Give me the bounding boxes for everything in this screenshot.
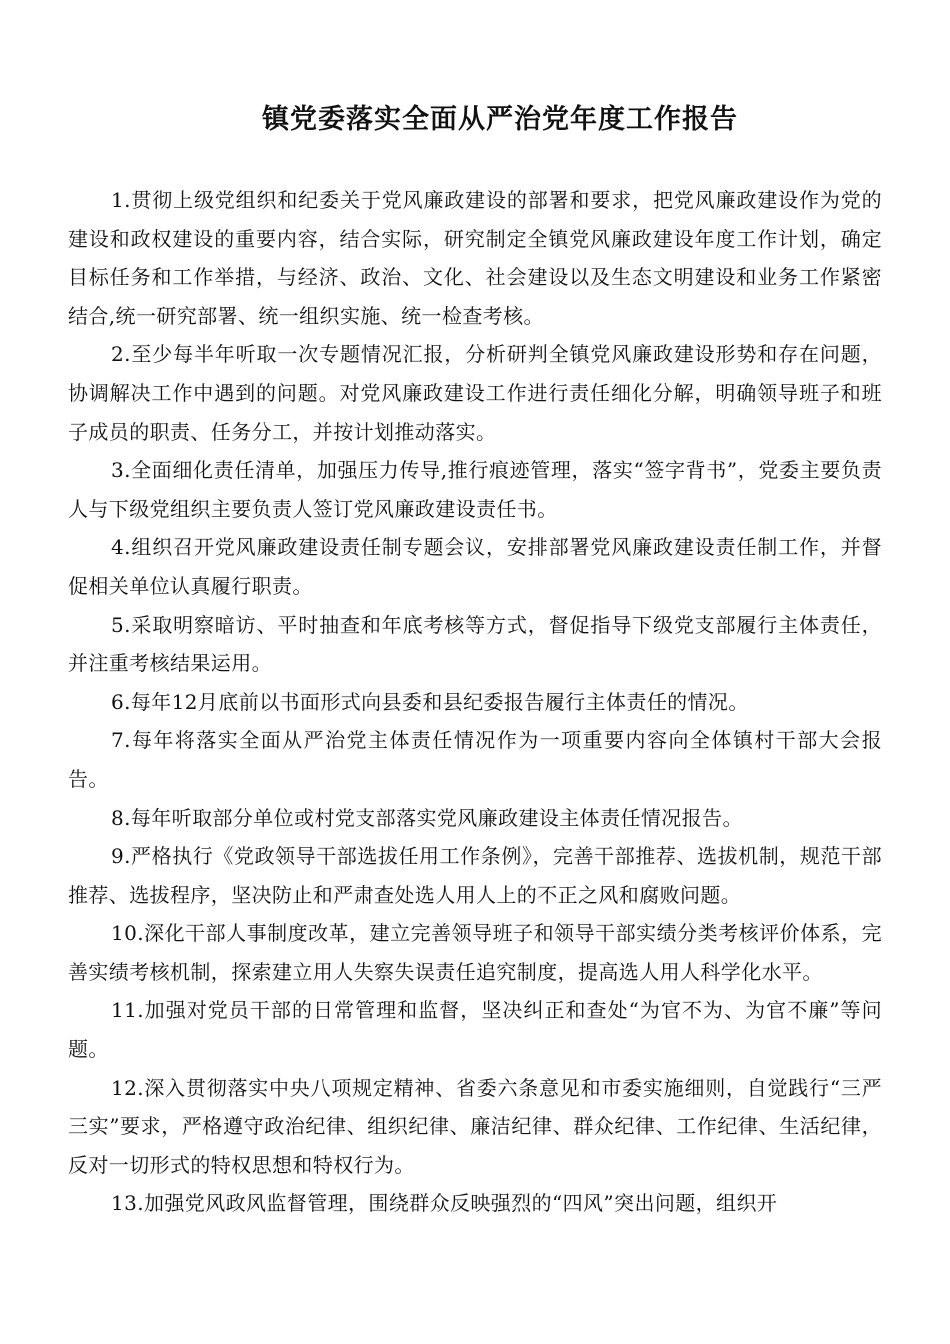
paragraph-5: 5.采取明察暗访、平时抽查和年底考核等方式，督促指导下级党支部履行主体责任，并注重考核结果运用。 [68, 612, 882, 676]
paragraph-2: 2.至少每半年听取一次专题情况汇报，分析研判全镇党风廉政建设形势和存在问题，协调解决工作中遇到的问题。对党风廉政建设工作进行责任细化分解，明确领导班子和班子成员的职责、任务分工，并按计划推动落实。 [68, 342, 882, 444]
document-title: 镇党委落实全面从严治党年度工作报告 [262, 104, 738, 135]
paragraph-10: 10.深化干部人事制度改革，建立完善领导班子和领导干部实绩分类考核评价体系，完善实绩考核机制，探索建立用人失察失误责任追究制度，提高选人用人科学化水平。 [68, 921, 882, 984]
paragraph-8: 8.每年听取部分单位或村党支部落实党风廉政建设主体责任情况报告。 [111, 805, 743, 830]
paragraph-9: 9.严格执行《党政领导干部选拔任用工作条例》，完善干部推荐、选拔机制，规范干部推荐、选拔程序，坚决防止和严肃查处选人用人上的不正之风和腐败问题。 [68, 844, 882, 907]
paragraph-4: 4.组织召开党风廉政建设责任制专题会议，安排部署党风廉政建设责任制工作，并督促相关单位认真履行职责。 [68, 535, 882, 598]
paragraph-6: 6.每年12月底前以书面形式向县委和县纪委报告履行主体责任的情况。 [111, 689, 749, 714]
paragraph-3: 3.全面细化责任清单，加强压力传导,推行痕迹管理，落实“签字背书”，党委主要负责人与下级党组织主要负责人签订党风廉政建设责任书。 [68, 458, 882, 521]
document-body [68, 181, 882, 1223]
paragraph-13: 13.加强党风政风监督管理，围绕群众反映强烈的“四风”突出问题，组织开 [111, 1191, 778, 1216]
paragraph-1: 1.贯彻上级党组织和纪委关于党风廉政建设的部署和要求，把党风廉政建设作为党的建设和政权建设的重要内容，结合实际，研究制定全镇党风廉政建设年度工作计划，确定目标任务和工作举措，与经济、政治、文化、社会建设以及生态文明建设和业务工作紧密结合,统一研究部署、统一组织实施、统一检查考核。 [68, 188, 882, 328]
paragraph-7: 7.每年将落实全面从严治党主体责任情况作为一项重要内容向全体镇村干部大会报告。 [68, 728, 882, 791]
paragraph-12: 12.深入贯彻落实中央八项规定精神、省委六条意见和市委实施细则，自觉践行“三严三实”要求，严格遵守政治纪律、组织纪律、廉洁纪律、群众纪律、工作纪律、生活纪律，反对一切形式的特权思想和特权行为。 [68, 1075, 882, 1177]
paragraph-11: 11.加强对党员干部的日常管理和监督，坚决纠正和查处“为官不为、为官不廉”等问题。 [68, 998, 882, 1062]
